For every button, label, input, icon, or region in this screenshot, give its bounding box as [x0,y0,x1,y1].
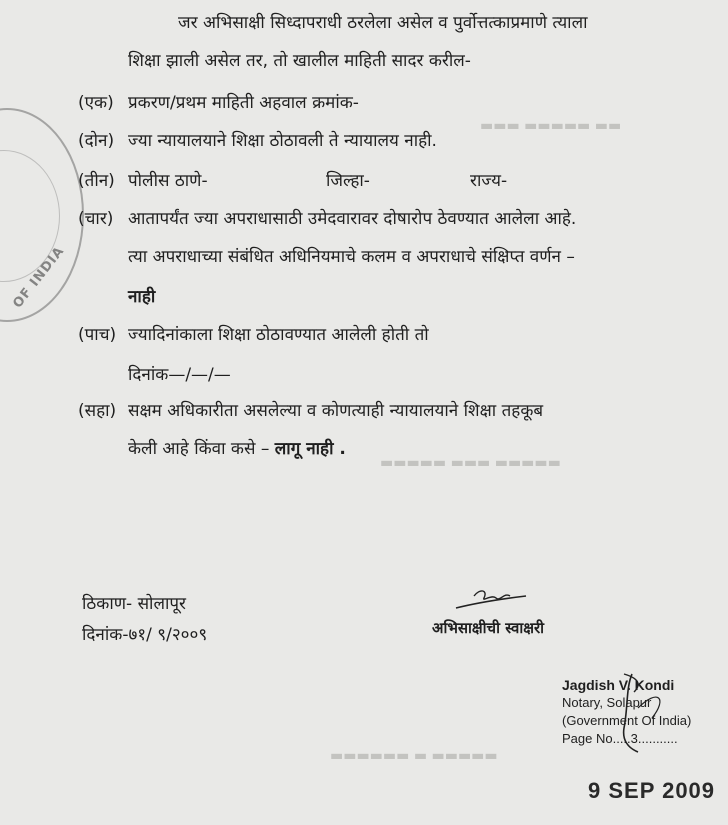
item-number: (चार) [78,209,114,229]
item-number: (एक) [78,93,114,113]
item-number: (दोन) [78,131,115,151]
item-3 [78,170,208,192]
item-number: (पाच) [78,325,117,345]
date-stamp: 9 SEP 2009 [588,778,716,803]
intro-line-1: जर अभिसाक्षी सिध्दापराधी ठरलेला असेल व पुर्वोत्तत्काप्रमाणे त्याला [178,13,588,33]
item-4 [78,208,576,230]
item-text: प्रकरण/प्रथम माहिती अहवाल क्रमांक- [128,93,359,113]
bleed-through: ▬▬▬ ▬▬▬▬▬ ▬▬ [480,118,622,134]
item-4-answer: नाही [128,287,156,307]
deponent-signature [452,586,532,616]
place: ठिकाण- सोलापूर [82,594,187,614]
date: दिनांक-७१/ ९/२००९ [82,625,208,645]
item-2 [78,130,437,152]
bleed-through: ▬▬▬▬▬▬ ▬ ▬▬▬▬▬ [330,748,498,764]
item-text: ज्या न्यायालयाने शिक्षा ठोठावली ते न्यायालय नाही. [128,131,437,151]
item-6-answer: लागू नाही . [274,439,346,459]
notary-name: Jagdish V. Kondi [562,677,675,693]
intro-line-2: शिक्षा झाली असेल तर, तो खालील माहिती सादर करील- [128,51,471,71]
item-number: (सहा) [78,401,117,421]
item-number: (तीन) [78,171,115,191]
notary-stamp [562,676,691,748]
signature-label: अभिसाक्षीची स्वाक्षरी [432,619,545,637]
item-4-cont: त्या अपराधाच्या संबंधित अधिनियमाचे कलम व अपराधाचे संक्षिप्त वर्णन – [128,247,575,267]
notary-authority: (Government Of India) [562,713,692,728]
item-1 [78,92,359,114]
police-station-label: पोलीस ठाणे- [128,171,208,191]
item-5 [78,324,429,346]
item-6-cont [128,438,346,460]
seal-text: OF INDIA [10,243,68,312]
item-text: ज्यादिनांकाला शिक्षा ठोठावण्यात आलेली होती तो [128,325,429,345]
notary-location: Notary, Solapur [562,695,652,710]
item-text: सक्षम अधिकारीता असलेल्या व कोणत्याही न्यायालयाने शिक्षा तहकूब [128,401,544,421]
state-label: राज्य- [470,171,508,191]
item-text: आतापर्यंत ज्या अपराधासाठी उमेदवारावर दोषारोप ठेवण्यात आलेला आहे. [128,209,577,229]
notary-page-no: Page No.....3........... [562,731,678,746]
item-5-date: दिनांक—/—/— [128,365,231,385]
item-6 [78,400,543,422]
item-6-question: केली आहे किंवा कसे – [128,439,270,459]
district-label: जिल्हा- [326,171,370,191]
bleed-through: ▬▬▬▬▬ ▬▬▬ ▬▬▬▬▬ [380,455,561,471]
